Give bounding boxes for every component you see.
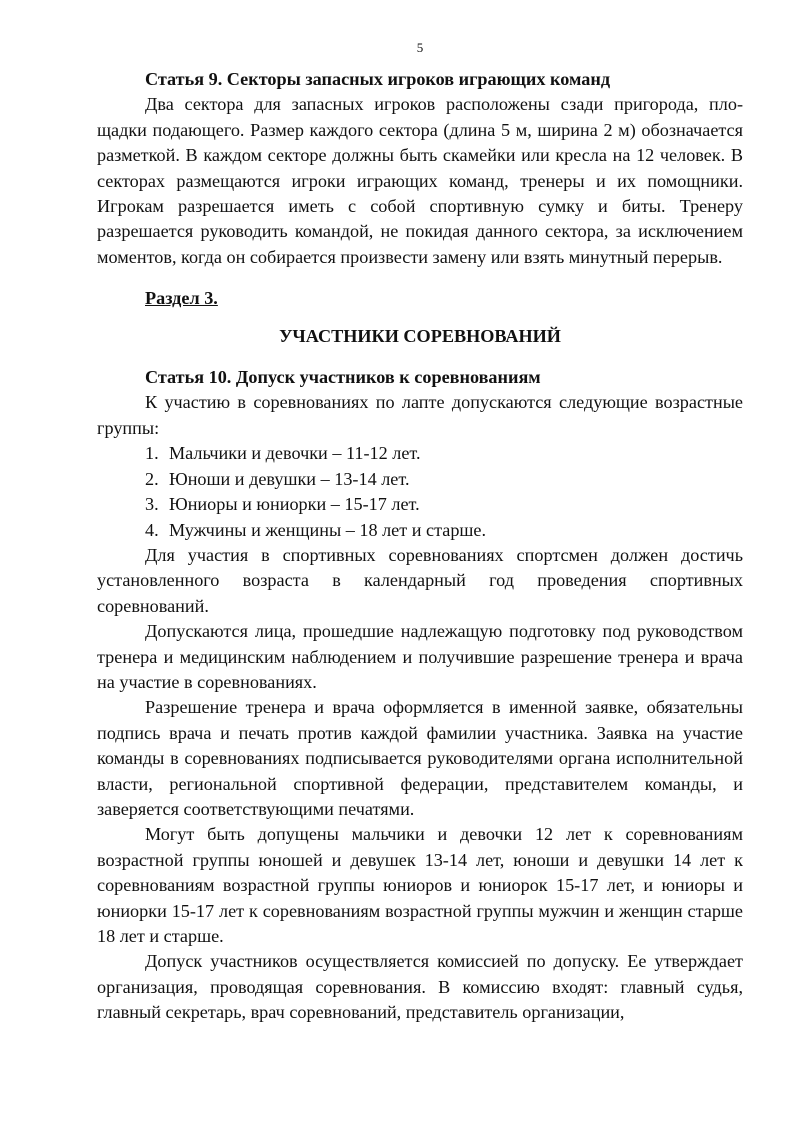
- list-item: [97, 492, 743, 517]
- paragraph-age-requirement: Для участия в спортивных соревнованиях спортсмен должен достичь установленного возраста в календарный год проведения спортивных соревнований.: [97, 544, 743, 616]
- paragraph-admission: Допускаются лица, прошедшие надлежащую подготовку под руководством тренера и медицинским наблюдением и получившие разрешение тренера и врача на участие в соревнованиях.: [97, 621, 743, 692]
- paragraph-permission: Разрешение тренера и врача оформляется в именной заявке, обязательны подпись врача и печать против каждой фамилии участника. Заявка на участие команды в соревнованиях подписывается руководителями органа исполнительной власти, региональной спортивной федерации, представителем команды, и заверяется соответствующими печатями.: [97, 697, 743, 819]
- list-item-number: 1.: [145, 443, 159, 464]
- age-groups-list: [97, 441, 743, 543]
- document-page: [97, 40, 743, 1026]
- list-item-number: 4.: [145, 519, 159, 540]
- article-10-intro: К участию в соревнованиях по лапте допускаются следующие возрастные группы:: [97, 392, 743, 438]
- page-number: 5: [416, 40, 424, 55]
- list-item-text: Мужчины и женщины – 18 лет и старше.: [169, 519, 487, 540]
- list-item: [97, 467, 743, 492]
- paragraph-age-exceptions: Могут быть допущены мальчики и девочки 12 лет к соревнованиям возрастной группы юношей и девушек 13-14 лет, юноши и девушки 14 лет к соревнованиям возрастной группы юниоров и юниорок 15-17 лет, и юниоры и юниорки 15-17 лет к соревнованиям возрастной группы мужчин и женщин старше 18 лет и старше.: [97, 824, 743, 946]
- section-title: УЧАСТНИКИ СОРЕВНОВАНИЙ: [279, 325, 561, 346]
- list-item: [97, 441, 743, 466]
- list-item: [97, 518, 743, 543]
- list-item-text: Юниоры и юниорки – 15-17 лет.: [169, 494, 420, 515]
- article-9-paragraph: Два сектора для запасных игроков расположены сзади пригорода, пло-щадки подающего. Размер каждого сектора (длина 5 м, ширина 2 м) обозначается разметкой. В каждом секторе должны быть скамейки или кресла на 12 человек. В секторах размещаются игроки играющих команд, тренеры и их помощники. Игрокам разрешается иметь с собой спортивную сумку и биты. Тренеру разрешается руководить командой, не покидая данного сектора, за исключением моментов, когда он собирается произвести замену или взять минутный перерыв.: [97, 94, 743, 267]
- article-9-heading: Статья 9. Секторы запасных игроков играющих команд: [145, 69, 611, 89]
- list-item-number: 2.: [145, 468, 159, 489]
- list-item-text: Мальчики и девочки – 11-12 лет.: [169, 443, 421, 464]
- list-item-number: 3.: [145, 494, 159, 515]
- section-label: Раздел 3.: [145, 288, 218, 309]
- list-item-text: Юноши и девушки – 13-14 лет.: [169, 468, 410, 489]
- article-10-heading: Статья 10. Допуск участников к соревнованиям: [145, 367, 541, 388]
- paragraph-commission: Допуск участников осуществляется комиссией по допуску. Ее утверждает организация, проводящая соревнования. В комиссию входят: главный судья, главный секретарь, врач соревнований, представитель организации,: [97, 951, 743, 1023]
